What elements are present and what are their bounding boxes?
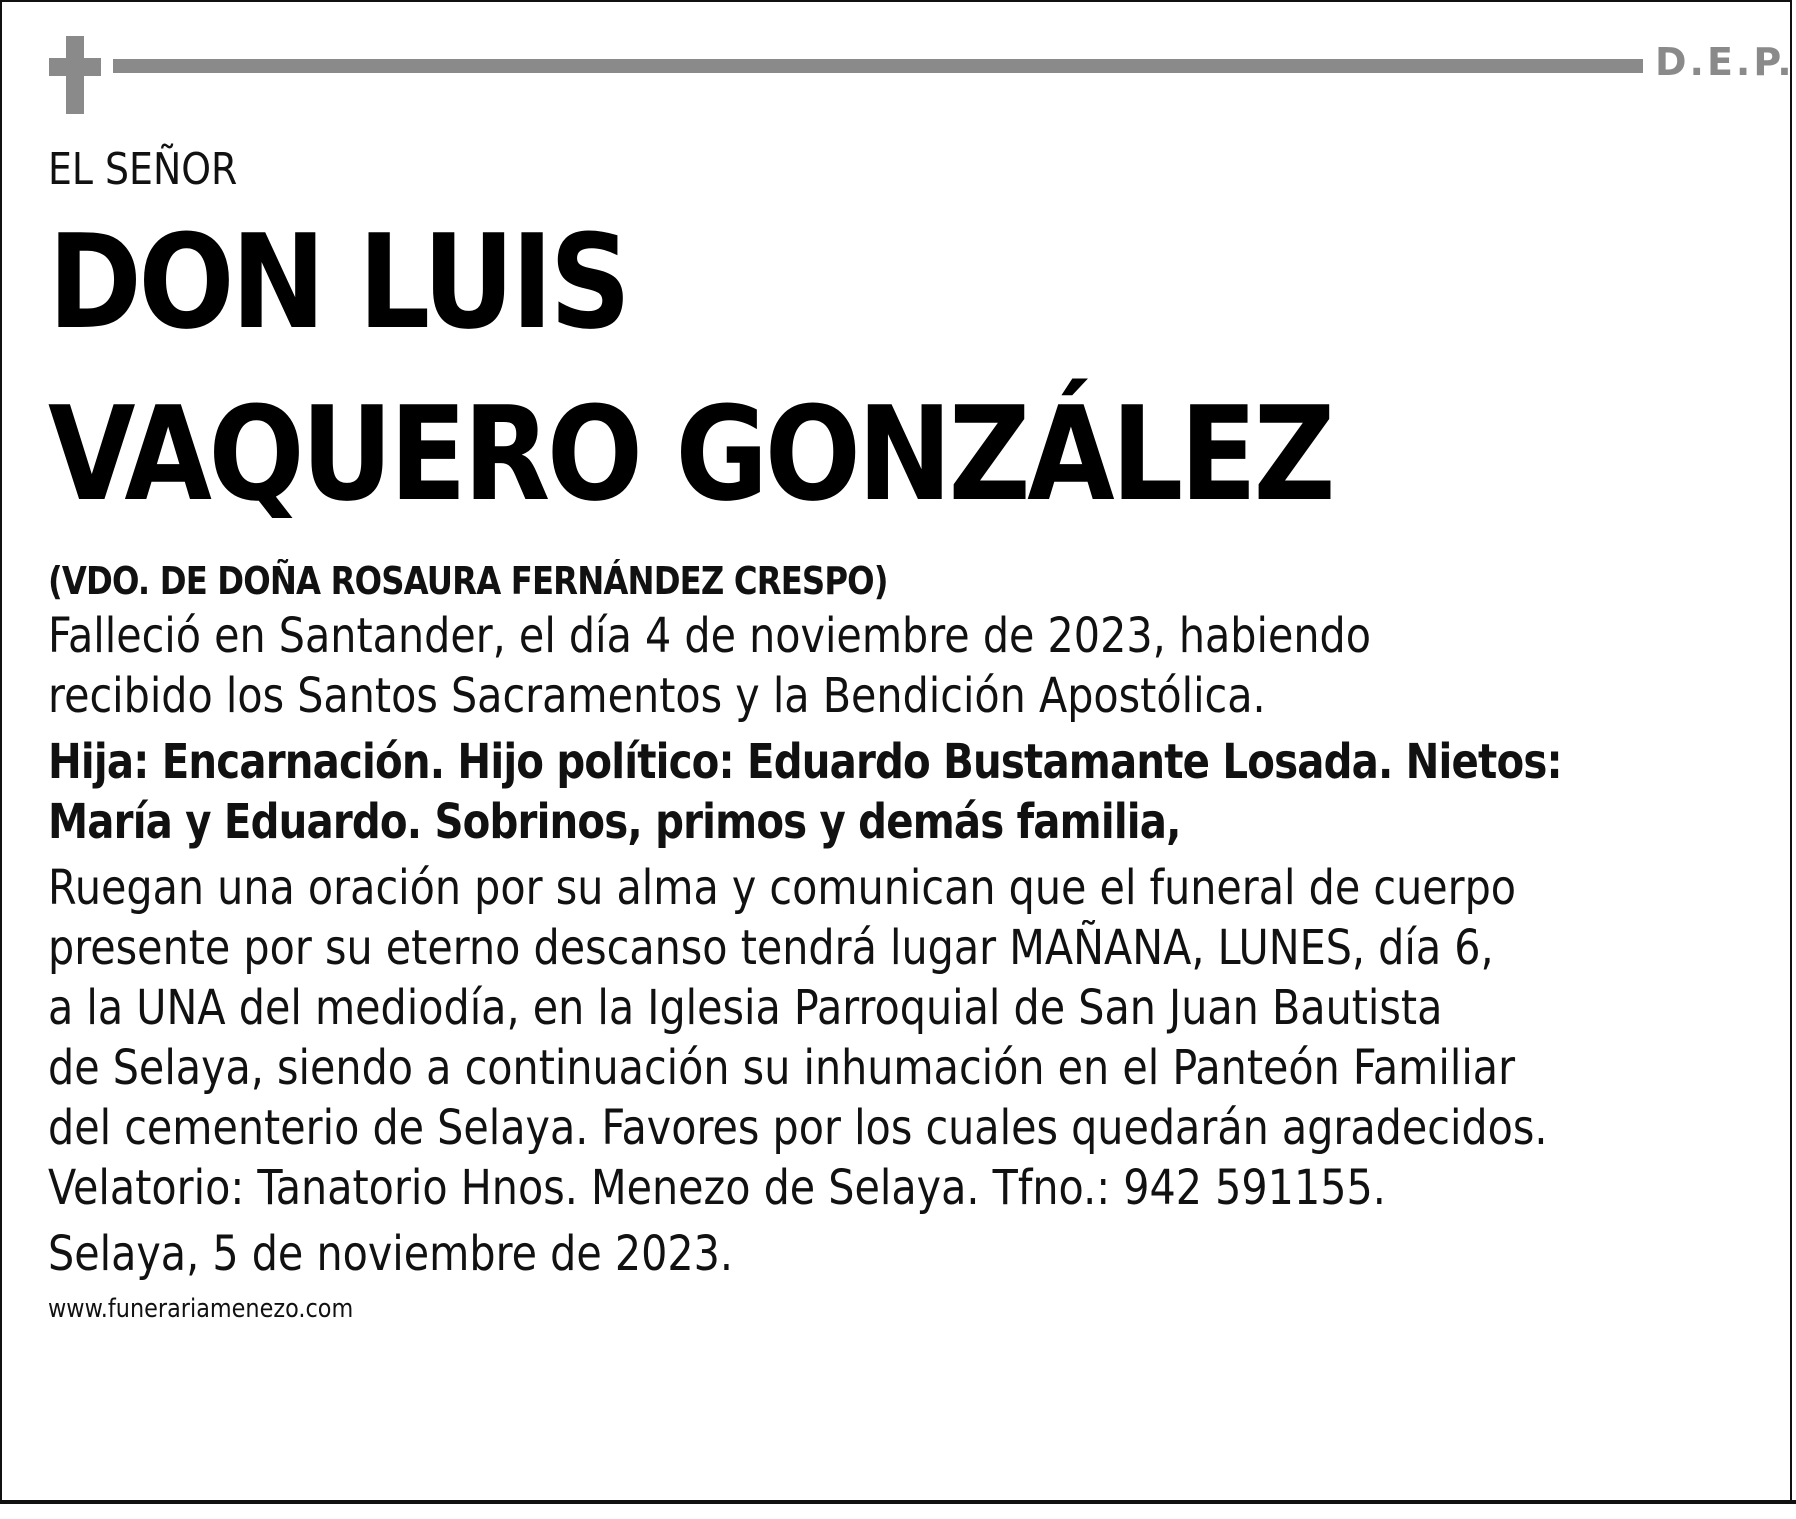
- family-line: María y Eduardo. Sobrinos, primos y demás familia,: [48, 794, 1181, 850]
- deceased-name-line2: VAQUERO GONZÁLEZ: [48, 378, 1333, 530]
- funeral-line: de Selaya, siendo a continuación su inhumación en el Panteón Familiar: [48, 1040, 1516, 1096]
- widower-of: (VDO. DE DOÑA ROSAURA FERNÁNDEZ CRESPO): [48, 559, 888, 603]
- funeral-line: del cementerio de Selaya. Favores por los cuales quedarán agradecidos.: [48, 1100, 1548, 1156]
- place-date: Selaya, 5 de noviembre de 2023.: [48, 1226, 734, 1282]
- funeral-line: a la UNA del mediodía, en la Iglesia Parroquial de San Juan Bautista: [48, 980, 1443, 1036]
- death-line: recibido los Santos Sacramentos y la Bendición Apostólica.: [48, 668, 1266, 724]
- notice-header: [49, 36, 1795, 116]
- notice-body: [48, 140, 1748, 1326]
- death-paragraph: [48, 606, 1748, 726]
- funeral-line: Ruegan una oración por su alma y comunican que el funeral de cuerpo: [48, 860, 1517, 916]
- family-line: Hija: Encarnación. Hijo político: Eduardo Bustamante Losada. Nietos:: [48, 734, 1562, 790]
- deceased-name-line1: DON LUIS: [48, 206, 628, 358]
- website-link[interactable]: www.funerariamenezo.com: [48, 1294, 354, 1324]
- funeral-paragraph: [48, 858, 1748, 1218]
- bottom-rule: [0, 1500, 1796, 1504]
- funeral-line: Velatorio: Tanatorio Hnos. Menezo de Selaya. Tfno.: 942 591155.: [48, 1160, 1386, 1216]
- dep-label: D.E.P.: [1655, 40, 1795, 84]
- header-divider: [113, 59, 1643, 73]
- honorific: EL SEÑOR: [48, 144, 238, 195]
- cross-icon: [49, 36, 101, 114]
- family-paragraph: [48, 732, 1748, 852]
- death-line: Falleció en Santander, el día 4 de noviembre de 2023, habiendo: [48, 608, 1372, 664]
- funeral-line: presente por su eterno descanso tendrá lugar MAÑANA, LUNES, día 6,: [48, 920, 1494, 976]
